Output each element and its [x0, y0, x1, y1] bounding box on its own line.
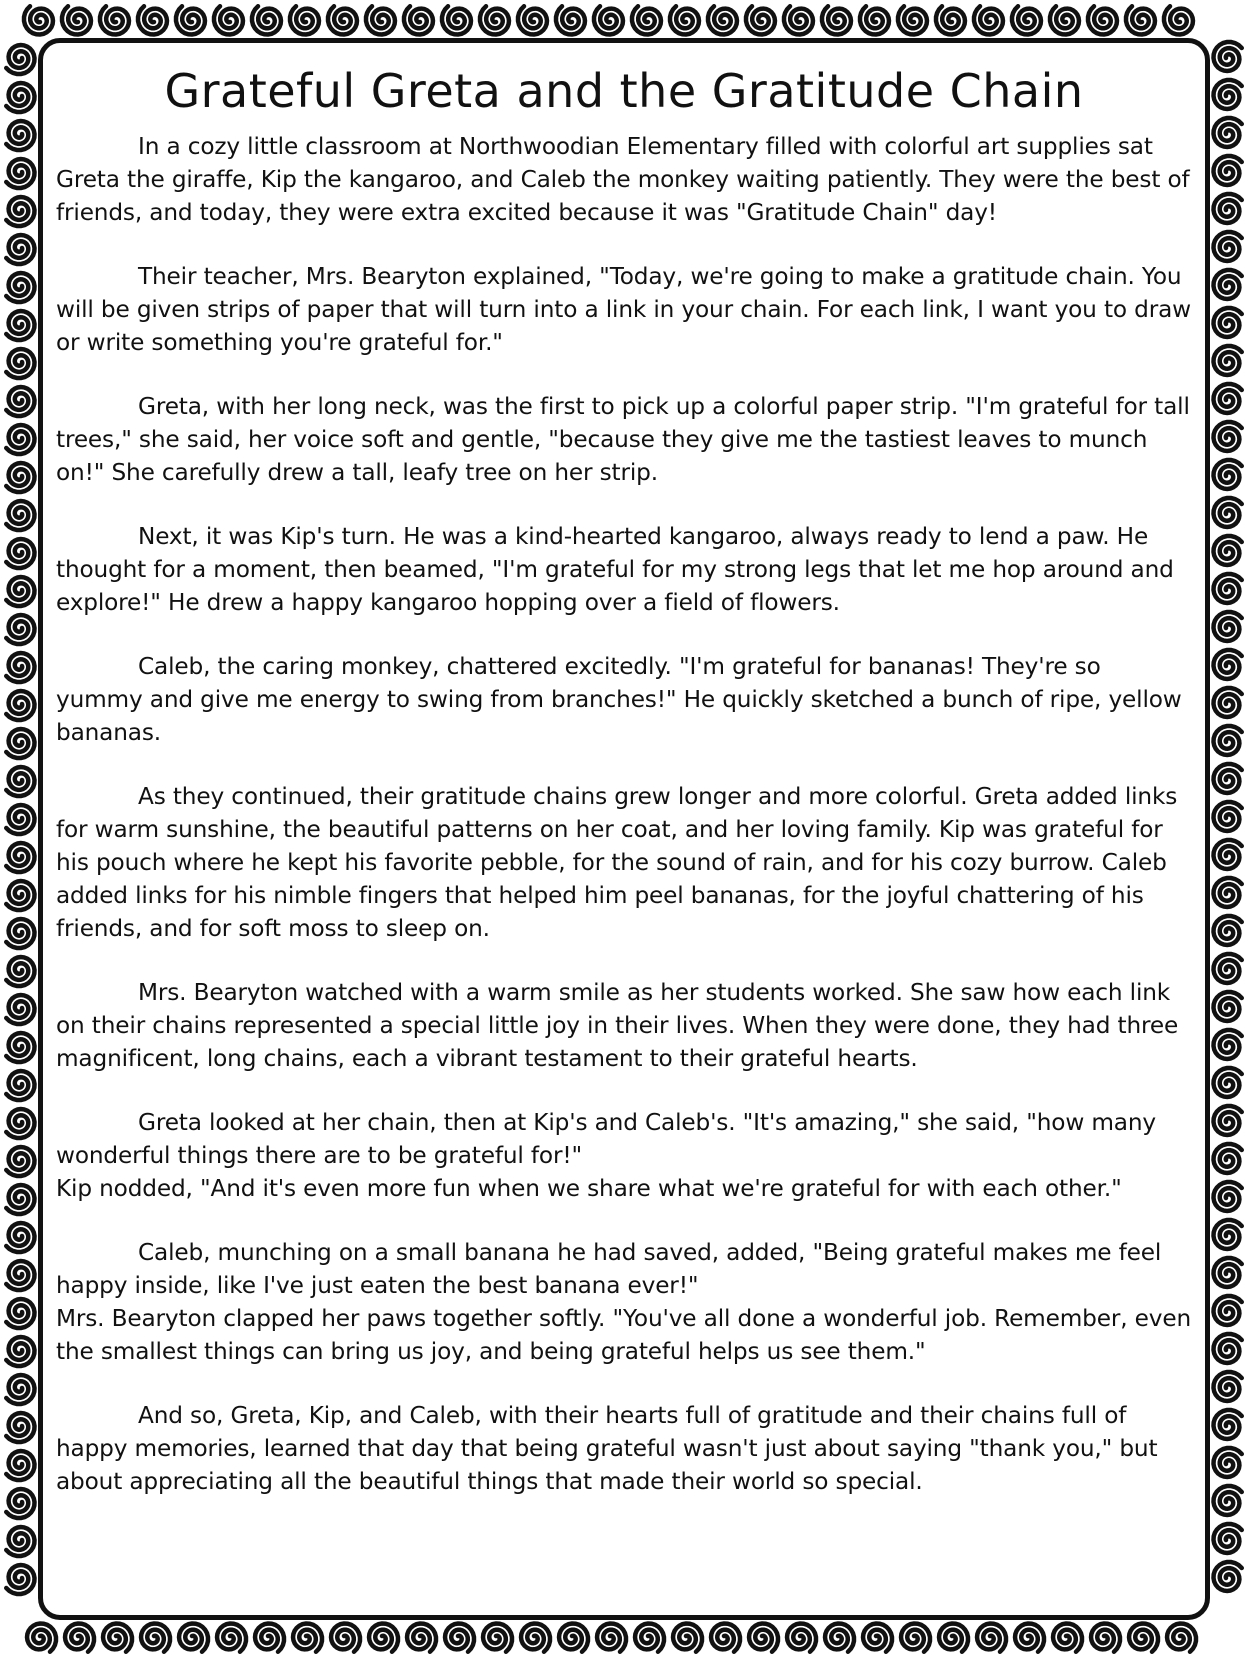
story-paragraph: And so, Greta, Kip, and Caleb, with their hearts full of gratitude and their chains full of happy memories, learned that day that being grateful wasn't just about saying "thank you," but about appreciating all the beautiful things that made their world so special.	[56, 1402, 1158, 1495]
swirl-icon	[1088, 6, 1117, 34]
swirl-icon	[1214, 42, 1242, 71]
swirl-icon	[822, 6, 851, 34]
swirl-icon	[1214, 840, 1242, 869]
swirl-icon	[1214, 194, 1242, 223]
swirl-icon	[1214, 1144, 1242, 1173]
swirl-icon	[65, 1624, 94, 1652]
swirl-icon	[1214, 1486, 1242, 1515]
swirl-icon	[176, 6, 205, 34]
swirl-icon	[179, 1624, 208, 1652]
swirl-icon	[1214, 118, 1242, 147]
swirl-icon	[6, 653, 34, 682]
swirl-icon	[6, 311, 34, 340]
swirl-icon	[1214, 1258, 1242, 1287]
swirl-icon	[6, 1033, 34, 1062]
swirl-icon	[6, 1147, 34, 1176]
swirl-icon	[787, 1624, 816, 1652]
swirl-icon	[597, 1624, 626, 1652]
swirl-icon	[1214, 1106, 1242, 1135]
story-paragraph: Caleb, the caring monkey, chattered excitedly. "I'm grateful for bananas! They're so yummy and give me energy to swing from branches!" He quickly sketched a bunch of ripe, yellow bananas.	[56, 653, 1182, 746]
swirl-icon	[974, 6, 1003, 34]
story-paragraph: Greta, with her long neck, was the first to pick up a colorful paper strip. "I'm grateful for tall trees," she said, her voice soft and gentle, "because they give me the tastiest leaves to munch on!" She carefully drew a tall, leafy tree on her strip.	[56, 393, 1190, 486]
swirl-icon	[6, 957, 34, 986]
swirl-icon	[521, 1624, 550, 1652]
swirl-icon	[480, 6, 509, 34]
swirl-icon	[6, 349, 34, 378]
swirl-icon	[6, 1451, 34, 1480]
swirl-icon	[6, 1223, 34, 1252]
swirl-icon	[1126, 6, 1155, 34]
swirl-icon	[100, 6, 129, 34]
swirl-icon	[1214, 536, 1242, 565]
swirl-icon	[445, 1624, 474, 1652]
swirl-icon	[1214, 916, 1242, 945]
swirl-icon	[1214, 422, 1242, 451]
swirl-icon	[6, 159, 34, 188]
story-paragraph: Their teacher, Mrs. Bearyton explained, "Today, we're going to make a gratitude chain. You will be given strips of paper that will turn into a link in your chain. For each link, I want you to draw or write something you're grateful for."	[56, 263, 1191, 356]
swirl-icon	[632, 6, 661, 34]
swirl-icon	[1214, 764, 1242, 793]
swirl-icon	[1214, 80, 1242, 109]
swirl-icon	[407, 1624, 436, 1652]
swirl-icon	[331, 1624, 360, 1652]
swirl-icon	[1214, 878, 1242, 907]
swirl-icon	[6, 387, 34, 416]
swirl-icon	[6, 615, 34, 644]
swirl-icon	[749, 1624, 778, 1652]
swirl-icon	[1214, 156, 1242, 185]
swirl-icon	[936, 6, 965, 34]
swirl-icon	[404, 6, 433, 34]
swirl-icon	[217, 1624, 246, 1652]
swirl-icon	[1214, 1562, 1242, 1591]
swirl-icon	[1214, 346, 1242, 375]
swirl-icon	[6, 881, 34, 910]
swirl-icon	[518, 6, 547, 34]
swirl-icon	[6, 463, 34, 492]
swirl-icon	[1214, 612, 1242, 641]
swirl-icon	[670, 6, 699, 34]
swirl-icon	[635, 1624, 664, 1652]
swirl-icon	[6, 1413, 34, 1442]
swirl-icon	[1214, 498, 1242, 527]
swirl-icon	[6, 425, 34, 454]
swirl-icon	[559, 1624, 588, 1652]
page-title: Grateful Greta and the Gratitude Chain	[164, 64, 1084, 118]
swirl-icon	[825, 1624, 854, 1652]
swirl-icon	[62, 6, 91, 34]
swirl-icon	[255, 1624, 284, 1652]
swirl-icon	[6, 1489, 34, 1518]
swirl-icon	[6, 1261, 34, 1290]
swirl-icon	[6, 577, 34, 606]
swirl-icon	[1129, 1624, 1158, 1652]
swirl-icon	[290, 6, 319, 34]
swirl-icon	[6, 1299, 34, 1328]
swirl-icon	[366, 6, 395, 34]
swirl-icon	[1214, 1524, 1242, 1553]
dialogue-line: Mrs. Bearyton clapped her paws together softly. "You've all done a wonderful job. Remember, even the smallest things can bring us joy, and being grateful helps us see them."	[56, 1305, 1192, 1365]
swirl-icon	[141, 1624, 170, 1652]
story-paragraph: Mrs. Bearyton watched with a warm smile as her students worked. She saw how each link on their chains represented a special little joy in their lives. When they were done, they had three magnificent, long chains, each a vibrant testament to their grateful hearts.	[56, 979, 1179, 1072]
swirl-icon	[977, 1624, 1006, 1652]
swirl-icon	[1214, 574, 1242, 603]
story-paragraph: In a cozy little classroom at Northwoodian Elementary filled with colorful art supplies sat Greta the giraffe, Kip the kangaroo, and Caleb the monkey waiting patiently. They were the best of friends, and today, they were extra excited because it was "Gratitude Chain" day!	[56, 133, 1190, 226]
swirl-icon	[6, 729, 34, 758]
swirl-icon	[1214, 1334, 1242, 1363]
swirl-icon	[1015, 1624, 1044, 1652]
swirl-icon	[6, 767, 34, 796]
swirl-icon	[252, 6, 281, 34]
swirl-icon	[1214, 1182, 1242, 1211]
swirl-icon	[214, 6, 243, 34]
story-paragraph: Next, it was Kip's turn. He was a kind-hearted kangaroo, always ready to lend a paw. He thought for a moment, then beamed, "I'm grateful for my strong legs that let me hop around and explore!" He drew a happy kangaroo hopping over a field of flowers.	[56, 523, 1174, 616]
story-paragraph: Greta looked at her chain, then at Kip's and Caleb's. "It's amazing," she said, "how many wonderful things there are to be grateful for!" Kip nodded, "And it's even more fun when we share what we're grateful for with each other."	[56, 1106, 1192, 1205]
swirl-icon	[1214, 1448, 1242, 1477]
swirl-icon	[483, 1624, 512, 1652]
swirl-icon	[24, 6, 53, 34]
swirl-icon	[898, 6, 927, 34]
swirl-icon	[328, 6, 357, 34]
swirl-icon	[711, 1624, 740, 1652]
swirl-icon	[6, 197, 34, 226]
swirl-icon	[6, 121, 34, 150]
swirl-icon	[1214, 308, 1242, 337]
swirl-icon	[1214, 954, 1242, 983]
swirl-icon	[1214, 232, 1242, 261]
swirl-icon	[1214, 1068, 1242, 1097]
swirl-icon	[1164, 6, 1193, 34]
swirl-icon	[1214, 1030, 1242, 1059]
swirl-icon	[1214, 726, 1242, 755]
swirl-icon	[1012, 6, 1041, 34]
swirl-icon	[673, 1624, 702, 1652]
swirl-icon	[6, 995, 34, 1024]
swirl-icon	[1214, 270, 1242, 299]
swirl-icon	[1214, 1296, 1242, 1325]
story-page	[56, 52, 1192, 1612]
swirl-icon	[863, 1624, 892, 1652]
swirl-icon	[6, 1565, 34, 1594]
swirl-icon	[1214, 1220, 1242, 1249]
swirl-icon	[1053, 1624, 1082, 1652]
swirl-icon	[6, 1337, 34, 1366]
swirl-icon	[6, 805, 34, 834]
story-paragraph: Caleb, munching on a small banana he had saved, added, "Being grateful makes me feel happy inside, like I've just eaten the best banana ever!" Mrs. Bearyton clapped her paws together softly. "You've all done a wonderful job. Remember, even the smallest things can bring us joy, and being grateful helps us see them."	[56, 1236, 1192, 1368]
swirl-icon	[6, 691, 34, 720]
swirl-icon	[1214, 460, 1242, 489]
swirl-icon	[6, 273, 34, 302]
swirl-icon	[901, 1624, 930, 1652]
story-paragraph: As they continued, their gratitude chains grew longer and more colorful. Greta added links for warm sunshine, the beautiful patterns on her coat, and her loving family. Kip was grateful for his pouch where he kept his favorite pebble, for the sound of rain, and for his cozy burrow. Caleb added links for his nimble fingers that helped him peel bananas, for the joyful chattering of his friends, and for soft moss to sleep on.	[56, 783, 1178, 942]
swirl-icon	[1091, 1624, 1120, 1652]
swirl-icon	[1214, 802, 1242, 831]
swirl-icon	[6, 501, 34, 530]
swirl-icon	[6, 843, 34, 872]
swirl-icon	[6, 235, 34, 264]
swirl-icon	[6, 1109, 34, 1138]
swirl-icon	[6, 1185, 34, 1214]
swirl-icon	[369, 1624, 398, 1652]
swirl-icon	[6, 539, 34, 568]
swirl-icon	[1214, 1372, 1242, 1401]
swirl-icon	[6, 919, 34, 948]
swirl-icon	[6, 1375, 34, 1404]
swirl-icon	[1214, 992, 1242, 1021]
swirl-icon	[556, 6, 585, 34]
swirl-icon	[1214, 650, 1242, 679]
swirl-icon	[6, 1071, 34, 1100]
swirl-icon	[1050, 6, 1079, 34]
swirl-icon	[708, 6, 737, 34]
swirl-icon	[6, 45, 34, 74]
swirl-icon	[784, 6, 813, 34]
swirl-icon	[939, 1624, 968, 1652]
swirl-icon	[1167, 1624, 1196, 1652]
swirl-icon	[27, 1624, 56, 1652]
swirl-icon	[6, 83, 34, 112]
swirl-icon	[293, 1624, 322, 1652]
swirl-icon	[1214, 1410, 1242, 1439]
swirl-icon	[746, 6, 775, 34]
swirl-icon	[1214, 688, 1242, 717]
swirl-icon	[103, 1624, 132, 1652]
swirl-icon	[1214, 384, 1242, 413]
dialogue-line: Kip nodded, "And it's even more fun when we share what we're grateful for with each other."	[56, 1175, 1122, 1202]
swirl-icon	[138, 6, 167, 34]
swirl-icon	[6, 1527, 34, 1556]
swirl-icon	[594, 6, 623, 34]
swirl-icon	[860, 6, 889, 34]
swirl-icon	[442, 6, 471, 34]
